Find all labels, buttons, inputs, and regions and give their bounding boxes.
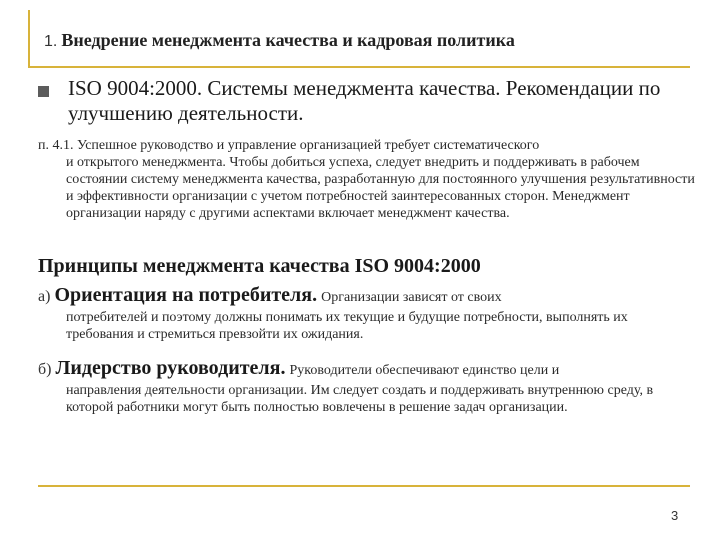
principle-body: направления деятельности организации. Им следует создать и поддерживать внутреннюю среду, в которой работники могут быть полностью вовлечены в решение задач организации.	[66, 383, 654, 415]
slide-title-number: 1.	[44, 33, 58, 50]
slide-title-text: Внедрение менеджмента качества и кадровая политика	[61, 30, 515, 50]
decorative-frame-vertical	[28, 10, 30, 68]
slide-title	[44, 30, 515, 51]
principle-inline-text: Организации зависят от своих	[321, 290, 502, 305]
clause-paragraph-body: и открытого менеджмента. Чтобы добиться успеха, следует внедрить и поддерживать в рабочем состоянии систему менеджмента качества, разработанную для постоянного улучшения результативности и эффективности организации с учетом потребностей заинтересованных сторон. Менеджмент организации наряду с другими аспектами включает менеджмент качества.	[66, 155, 695, 221]
principles-heading: Принципы менеджмента качества ISO 9004:2000	[38, 255, 481, 277]
decorative-frame-bottom-rule	[38, 485, 690, 487]
principle-title: Ориентация на потребителя.	[54, 284, 318, 306]
principle-inline-text: Руководители обеспечивают единство цели и	[289, 363, 560, 378]
clause-paragraph	[38, 137, 698, 222]
principle-body: потребителей и поэтому должны понимать их текущие и будущие потребности, выполнять их требования и стремиться превзойти их ожидания.	[66, 310, 628, 342]
standard-heading: ISO 9004:2000. Системы менеджмента качества. Рекомендации по улучшению деятельности.	[68, 76, 661, 125]
principle-title: Лидерство руководителя.	[55, 357, 286, 379]
principle-item-a	[38, 284, 698, 343]
principle-marker: а)	[38, 288, 51, 305]
page-number: 3	[671, 508, 679, 523]
square-bullet-icon	[38, 86, 49, 97]
principle-marker: б)	[38, 361, 52, 378]
clause-paragraph-first-line: п. 4.1. Успешное руководство и управление организацией требует систематического	[38, 138, 540, 153]
principle-item-b	[38, 357, 698, 416]
decorative-frame-top-rule	[28, 66, 690, 68]
